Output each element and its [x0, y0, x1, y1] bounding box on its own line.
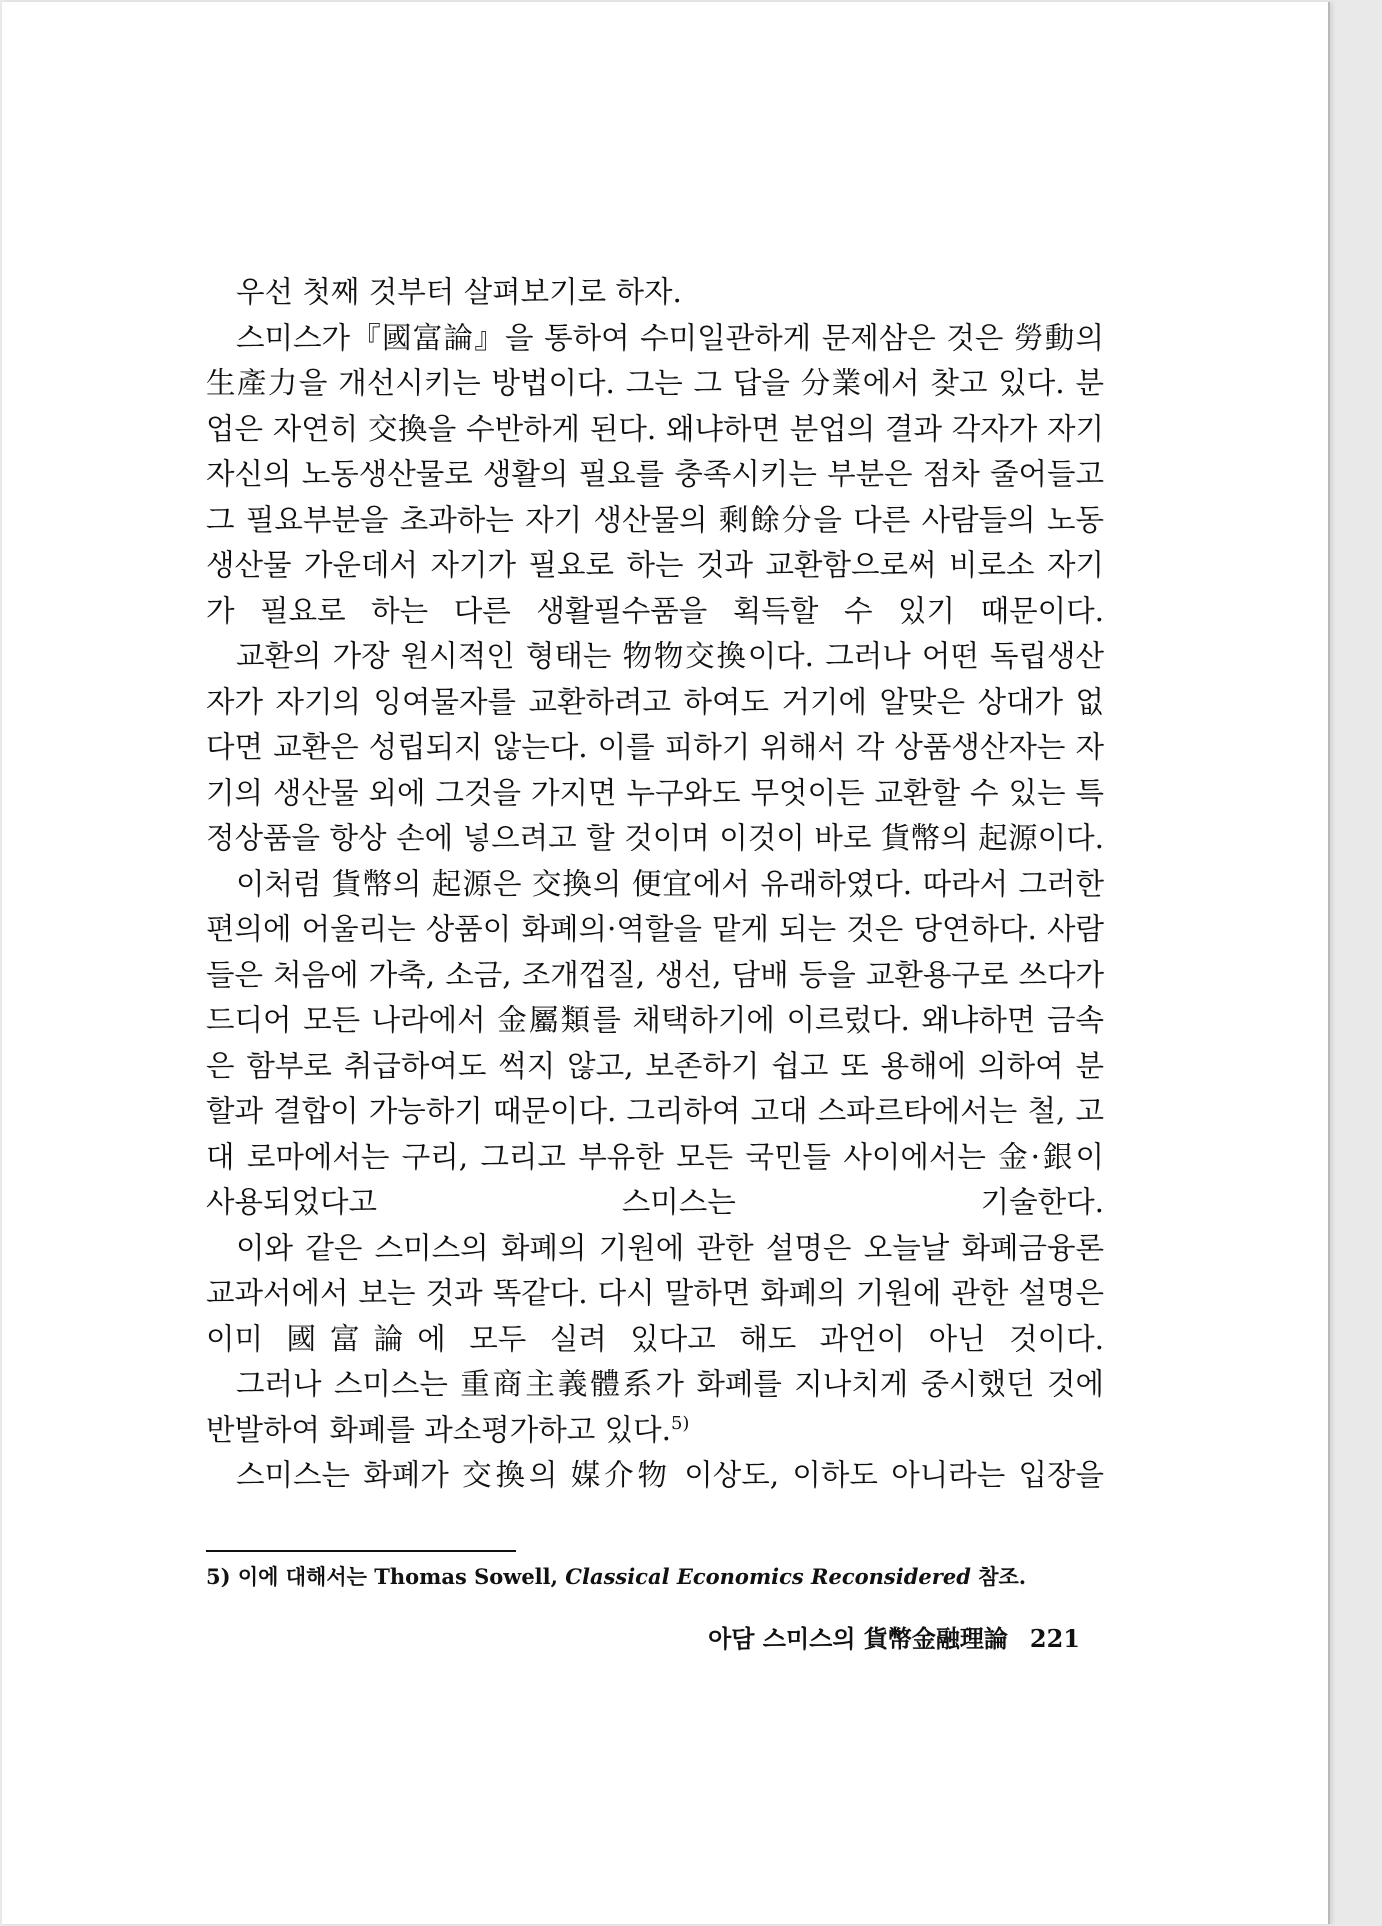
footnote-reference-mark: 5) [670, 1412, 690, 1434]
paragraph-3: 교환의 가장 원시적인 형태는 物物交換이다. 그러나 어떤 독립생산자가 자기의 잉여물자를 교환하려고 하여도 거기에 알맞은 상대가 없다면 교환은 성립되지 않는다. 이를 피하기 위해서 각 상품생산자는 자기의 생산물 외에 그것을 가지면 누구와도 무엇이든 교환할 수 있는 특정상품을 항상 손에 넣으려고 할 것이며 이것이 바로 貨幣의 起源이다. [206, 639, 1104, 855]
paragraph-7: 스미스는 화폐가 交換의 媒介物 이상도, 이하도 아니라는 입장을 [236, 1458, 1104, 1492]
footnote-tail: 참조. [978, 1564, 1027, 1589]
footnote-book-title: Classical Economics Reconsidered [565, 1564, 971, 1589]
body-text [206, 270, 1104, 1499]
running-footer [708, 1621, 1080, 1657]
paragraph-2: 스미스가『國富論』을 통하여 수미일관하게 문제삼은 것은 勞動의 生產力을 개선시키는 방법이다. 그는 그 답을 分業에서 찾고 있다. 분업은 자연히 交換을 수반하게 된다. 왜냐하면 분업의 결과 각자가 자기 자신의 노동생산물로 생활의 필요를 충족시키는 부분은 점차 줄어들고 그 필요부분을 초과하는 자기 생산물의 剩餘分을 다른 사람들의 노동생산물 가운데서 자기가 필요로 하는 것과 교환함으로써 비로소 자기가 필요로 하는 다른 생활필수품을 획득할 수 있기 때문이다. [206, 320, 1104, 628]
footnote-divider [206, 1550, 516, 1552]
footnote-mark: 5) [206, 1564, 231, 1589]
page-number: 221 [1029, 1624, 1080, 1653]
paragraph-5: 이와 같은 스미스의 화폐의 기원에 관한 설명은 오늘날 화폐금융론 교과서에서 보는 것과 똑같다. 다시 말하면 화폐의 기원에 관한 설명은 이미 國富論에 모두 실려 있다고 해도 과언이 아닌 것이다. [206, 1230, 1104, 1356]
document-page [2, 2, 1330, 1924]
footnote [206, 1561, 1106, 1593]
paragraph-6 [206, 1362, 1104, 1453]
paragraph-6-text: 그러나 스미스는 重商主義體系가 화폐를 지나치게 중시했던 것에 반발하여 화폐를 과소평가하고 있다. [206, 1367, 1104, 1447]
running-title: 아담 스미스의 貨幣金融理論 [708, 1624, 1008, 1653]
paragraph-1: 우선 첫째 것부터 살펴보기로 하자. [236, 275, 682, 309]
footnote-lead: 이에 대해서는 Thomas Sowell, [237, 1564, 558, 1589]
paragraph-4: 이처럼 貨幣의 起源은 交換의 便宜에서 유래하였다. 따라서 그러한 편의에 어울리는 상품이 화폐의·역할을 맡게 되는 것은 당연하다. 사람들은 처음에 가축, 소금, 조개껍질, 생선, 담배 등을 교환용구로 쓰다가 드디어 모든 나라에서 金屬類를 채택하기에 이르렀다. 왜냐하면 금속은 함부로 취급하여도 썩지 않고, 보존하기 쉽고 또 용해에 의하여 분할과 결합이 가능하기 때문이다. 그리하여 고대 스파르타에서는 철, 고대 로마에서는 구리, 그리고 부유한 모든 국민들 사이에서는 金·銀이 사용되었다고 스미스는 기술한다. [206, 866, 1104, 1219]
